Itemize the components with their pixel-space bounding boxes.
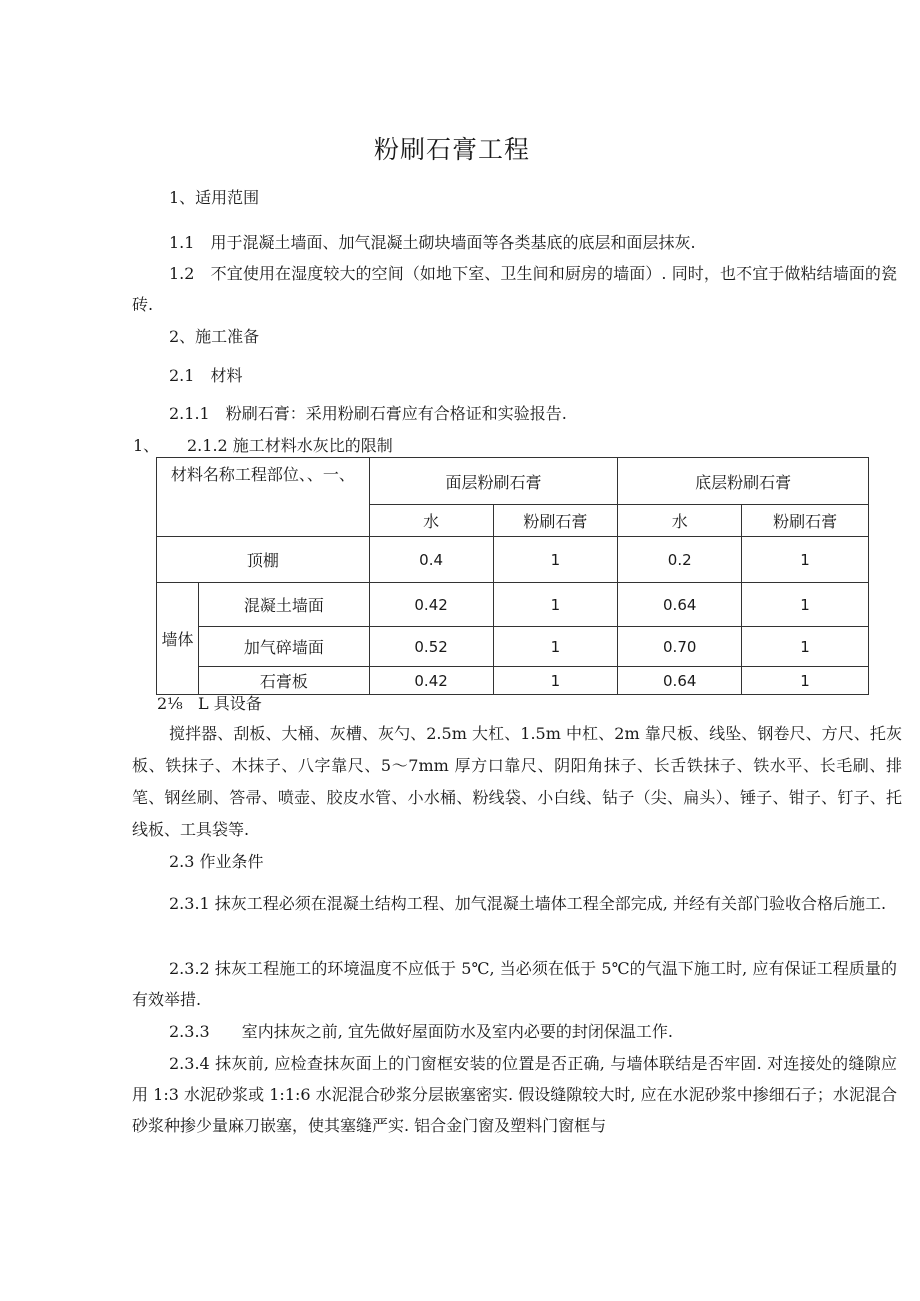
list-marker: 1、 [133,436,160,455]
row-group-wall: 墙体 [157,583,199,695]
header-water-base: 水 [618,505,742,537]
header-surface-plaster: 面层粉刷石膏 [369,458,618,505]
row-label: 混凝土墙面 [198,583,369,627]
table-cell: 1 [742,537,869,583]
table-cell: 1 [493,583,618,627]
water-plaster-ratio-table [156,457,869,695]
section-2-heading: 2、施工准备 [169,327,260,346]
table-cell: 0.42 [369,667,493,695]
row-label: 顶棚 [157,537,370,583]
section-2-1-heading: 2.1 材料 [169,366,243,385]
table-corner-header: 材料名称工程部位、、一、 [157,458,370,537]
section-1-heading: 1、适用范围 [169,188,260,207]
table-cell: 0.64 [618,667,742,695]
section-2-1-2-heading: 2.1.2 施工材料水灰比的限制 [187,436,393,455]
table-cell: 0.2 [618,537,742,583]
table-cell: 1 [742,667,869,695]
section-2-2-prefix: 2⅛ [157,694,183,713]
table-row [157,537,869,583]
table-cell: 1 [493,537,618,583]
paragraph-2-3-4: 2.3.4 抹灰前, 应检查抹灰面上的门窗框安装的位置是否正确, 与墙体联结是否牢固. 对连接处的缝隙应用 1:3 水泥砂浆或 1:1:6 水泥混合砂浆分层嵌塞密实. 假设缝隙较大时, 应在水泥砂浆中掺细石子；水泥混合砂浆种掺少量麻刀嵌塞，使其塞缝严实. 铝合金门窗及塑料门窗框与 [132,1054,897,1135]
paragraph-1-1: 1.1 用于混凝土墙面、加气混凝土砌块墙面等各类基底的底层和面层抹灰. [169,233,696,252]
paragraph-2-3-3: 2.3.3 室内抹灰之前, 宜先做好屋面防水及室内必要的封闭保温工作. [169,1022,673,1041]
header-base-plaster: 底层粉刷石膏 [618,458,869,505]
table-cell: 1 [742,627,869,667]
table-cell: 0.70 [618,627,742,667]
section-2-2-heading: L 具设备 [198,694,262,713]
table-row [157,667,869,695]
header-plaster-base: 粉刷石膏 [742,505,869,537]
section-2-3-heading: 2.3 作业条件 [169,852,264,871]
paragraph-2-3-1: 2.3.1 抹灰工程必须在混凝土结构工程、加气混凝土墙体工程全部完成, 并经有关部门验收合格后施工. [169,894,887,913]
paragraph-1-2: 1.2 不宜使用在湿度较大的空间（如地下室、卫生间和厨房的墙面）. 同时，也不宜于做粘结墙面的瓷砖. [132,264,897,314]
table-cell: 0.4 [369,537,493,583]
table-row [157,583,869,627]
header-water-surface: 水 [369,505,493,537]
row-label: 石膏板 [198,667,369,695]
table-cell: 0.42 [369,583,493,627]
paragraph-2-1-1: 2.1.1 粉刷石膏：采用粉刷石膏应有合格证和实验报告. [169,404,567,423]
tools-paragraph: 搅拌器、刮板、大桶、灰槽、灰勺、2.5m 大杠、1.5m 中杠、2m 靠尺板、线坠、钢卷尺、方尺、托灰板、铁抹子、木抹子、八字靠尺、5～7mm 厚方口靠尺、阴阳角抹子、长舌铁抹子、铁水平、长毛刷、排笔、钢丝刷、答帚、喷壶、胶皮水管、小水桶、粉线袋、小白线、钻子（尖、扁头）、锤子、钳子、钉子、托线板、工具袋等. [132,724,902,839]
row-label: 加气碎墙面 [198,627,369,667]
table-cell: 0.52 [369,627,493,667]
table-row [157,627,869,667]
table-cell: 1 [742,583,869,627]
table-cell: 1 [493,667,618,695]
paragraph-2-3-2: 2.3.2 抹灰工程施工的环境温度不应低于 5℃, 当必须在低于 5℃的气温下施工时, 应有保证工程质量的有效举措. [132,959,897,1009]
header-plaster-surface: 粉刷石膏 [493,505,618,537]
table-cell: 0.64 [618,583,742,627]
page-title: 粉刷石膏工程 [373,135,530,164]
table-cell: 1 [493,627,618,667]
